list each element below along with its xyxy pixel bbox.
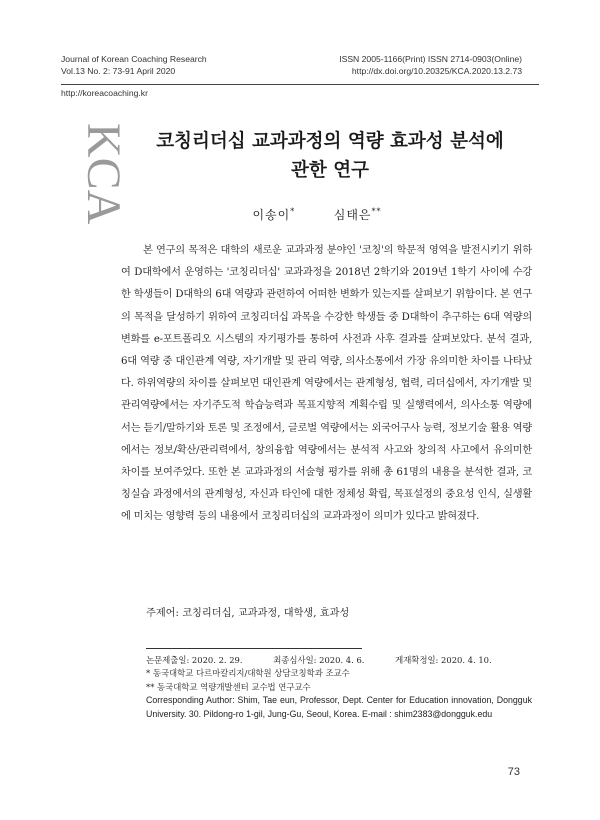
title-line-2: 관한 연구	[291, 160, 369, 181]
issn-header	[339, 53, 522, 77]
author-1: 이송이	[252, 208, 291, 222]
corresponding-author: Corresponding Author: Shim, Tae eun, Professor, Dept. Center for Education innovation, Dongguk University. 30. Pildong-ro 1-gil, Jung-Gu, Seoul, Korea. E-mail : shim2383@dongguk.edu	[146, 695, 532, 719]
accepted-date: 게재확정일: 2020. 4. 10.	[395, 655, 492, 665]
doi-link[interactable]: http://dx.doi.org/10.20325/KCA.2020.13.2.73	[351, 66, 522, 76]
author-list	[232, 206, 402, 223]
journal-url[interactable]: http://koreacoaching.kr	[61, 88, 148, 98]
keywords-text: 코칭리더십, 교과과정, 대학생, 효과성	[182, 608, 350, 619]
revised-date: 최종심사일: 2020. 4. 6.	[273, 655, 365, 665]
submission-dates	[146, 654, 532, 667]
title-line-1: 코칭리더십 교과과정의 역량 효과성 분석에	[156, 131, 504, 152]
keywords	[146, 604, 349, 619]
issn-info: ISSN 2005-1166(Print) ISSN 2714-0903(Online)	[339, 54, 522, 64]
kca-logo	[77, 117, 130, 227]
volume-info: Vol.13 No. 2: 73-91 April 2020	[61, 66, 176, 76]
journal-header	[61, 53, 207, 77]
paper-title	[130, 127, 530, 185]
kca-logo-text: KCA	[77, 123, 130, 225]
author-2-mark: **	[371, 207, 382, 216]
author-1-affiliation: * 동국대학교 다르마칼리지/대학원 상담코칭학과 조교수	[146, 668, 350, 678]
author-1-mark: *	[290, 207, 296, 216]
keywords-label: 주제어:	[146, 608, 179, 619]
header-divider	[61, 84, 539, 85]
page-number: 73	[507, 766, 520, 778]
received-date: 논문제출일: 2020. 2. 29.	[146, 655, 243, 665]
footnote-divider	[146, 648, 362, 649]
abstract-text: 본 연구의 목적은 대학의 새로운 교과과정 분야인 '코칭'의 학문적 영역을 발전시키기 위하여 D대학에서 운영하는 '코칭리더십' 교과과정을 2018년 2학기와 2019년 1학기 사이에 수강한 학생들이 D대학의 6대 역량과 관련하여 어떠한 변화가 있는지를 살펴보기 위함이다. 본 연구의 목적을 달성하기 위하여 코칭리더십 과목을 수강한 학생들 중 D대학이 추구하는 6대 역량의 변화를 e-포트폴리오 시스템의 자기평가를 통하여 사전과 사후 결과를 살펴보았다. 분석 결과, 6대 역량 중 대인관계 역량, 자기개발 및 관리 역량, 의사소통에서 가장 유의미한 차이를 나타났다. 하위역량의 차이를 살펴보면 대인관계 역량에서는 관계형성, 협력, 리더십에서, 자기개발 및 관리역량에서는 자기주도적 학습능력과 목표지향적 계획수립 및 실행력에서, 의사소통 역량에서는 듣기/말하기와 토론 및 조정에서, 글로벌 역량에서는 외국어구사 능력, 정보기술 활용 역량에서는 정보/확산/관리력에서, 창의융합 역량에서는 분석적 사고와 창의적 사고에서 유의미한 차이를 보여주었다. 또한 본 교과과정의 서술형 평가를 위해 총 61명의 내용을 분석한 결과, 코칭실습 과정에서의 관계형성, 자신과 타인에 대한 정체성 확립, 목표설정의 중요성 인식, 실생활에 미치는 영향력 등의 내용에서 코칭리더십의 교과과정이 의미가 있다고 밝혀졌다.	[121, 245, 532, 523]
author-2: 심태은	[333, 208, 372, 222]
journal-name: Journal of Korean Coaching Research	[61, 54, 207, 64]
author-2-affiliation: ** 동국대학교 역량개발센터 교수법 연구교수	[146, 682, 311, 692]
